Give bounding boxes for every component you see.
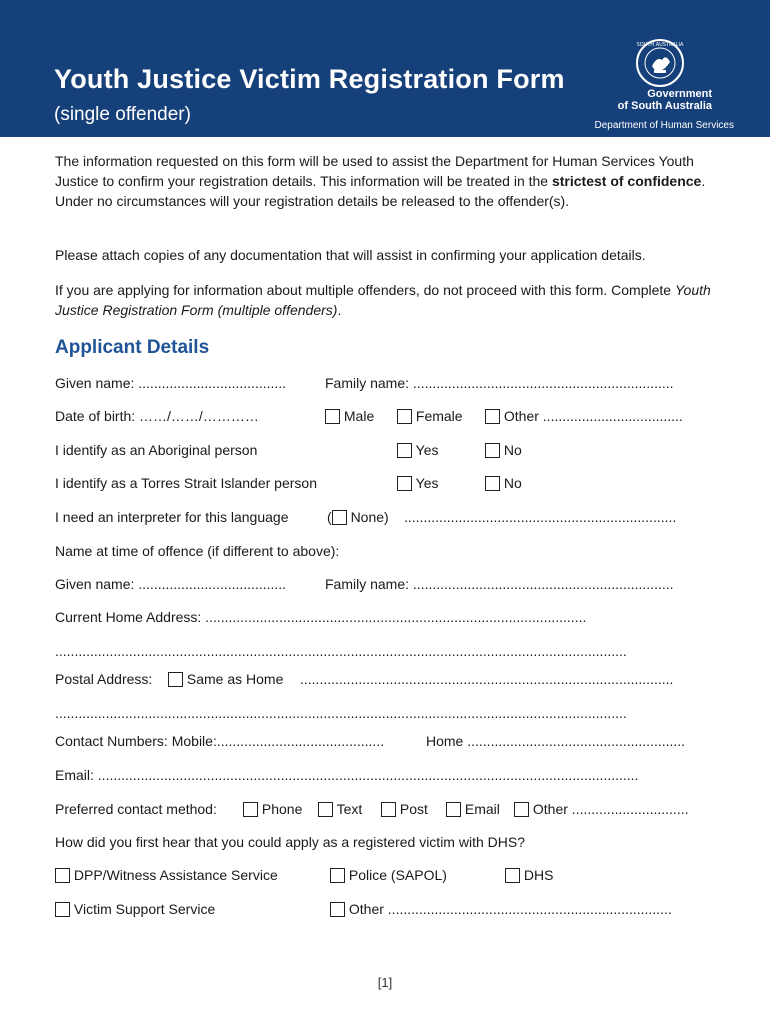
checkbox-interpreter-none[interactable] xyxy=(332,510,347,525)
checkbox-contact-other[interactable] xyxy=(514,802,529,817)
postal-address-continued-field[interactable]: ................................................................................................................................................... xyxy=(55,705,627,721)
checkbox-source-police[interactable] xyxy=(330,868,345,883)
torres-strait-question: I identify as a Torres Strait Islander person xyxy=(55,475,317,491)
interpreter-none-option[interactable]: ( None) xyxy=(327,509,389,525)
postal-same-as-home-option[interactable]: Same as Home xyxy=(168,670,283,688)
checkbox-source-dhs[interactable] xyxy=(505,868,520,883)
checkbox-contact-email[interactable] xyxy=(446,802,461,817)
aboriginal-no-option[interactable]: No xyxy=(485,441,522,459)
given-name-field[interactable]: Given name: ...................................... xyxy=(55,375,287,391)
source-other-option[interactable]: Other ......................................................................... xyxy=(330,900,672,918)
contact-other-option[interactable]: Other .............................. xyxy=(514,800,688,818)
contact-post-option[interactable]: Post xyxy=(381,800,428,818)
name-at-offence-label: Name at time of offence (if different to above): xyxy=(55,543,340,559)
torres-yes-option[interactable]: Yes xyxy=(397,474,438,492)
home-address-continued-field[interactable]: ................................................................................................................................................... xyxy=(55,643,627,659)
postal-address-field[interactable]: ................................................................................................ xyxy=(300,671,674,687)
preferred-contact-label: Preferred contact method: xyxy=(55,801,217,817)
family-name-at-offence-field[interactable]: Family name: ................................................................... xyxy=(325,576,674,592)
interpreter-question: I need an interpreter for this language xyxy=(55,509,289,525)
checkbox-male[interactable] xyxy=(325,409,340,424)
how-heard-question: How did you first hear that you could apply as a registered victim with DHS? xyxy=(55,834,525,850)
aboriginal-question: I identify as an Aboriginal person xyxy=(55,442,258,458)
checkbox-source-other[interactable] xyxy=(330,902,345,917)
contact-text-option[interactable]: Text xyxy=(318,800,362,818)
family-name-field[interactable]: Family name: ................................................................... xyxy=(325,375,674,391)
checkbox-torres-no[interactable] xyxy=(485,476,500,491)
section-title-applicant-details: Applicant Details xyxy=(55,337,210,358)
torres-no-option[interactable]: No xyxy=(485,474,522,492)
source-victim-support-option[interactable]: Victim Support Service xyxy=(55,900,215,918)
checkbox-contact-phone[interactable] xyxy=(243,802,258,817)
checkbox-other-gender[interactable] xyxy=(485,409,500,424)
checkbox-female[interactable] xyxy=(397,409,412,424)
checkbox-same-as-home[interactable] xyxy=(168,672,183,687)
checkbox-contact-post[interactable] xyxy=(381,802,396,817)
government-logo xyxy=(594,38,738,133)
form-subtitle: (single offender) xyxy=(54,104,191,125)
gender-other-option[interactable]: Other .................................... xyxy=(485,407,683,425)
contact-email-option[interactable]: Email xyxy=(446,800,500,818)
checkbox-contact-text[interactable] xyxy=(318,802,333,817)
header-banner xyxy=(0,0,770,137)
department-name: Department of Human Services xyxy=(594,120,734,131)
gov-line-2: of South Australia xyxy=(617,100,712,112)
gender-female-option[interactable]: Female xyxy=(397,407,463,425)
given-name-at-offence-field[interactable]: Given name: ...................................... xyxy=(55,576,287,592)
mobile-number-field[interactable]: Contact Numbers: Mobile:........................................... xyxy=(55,733,385,749)
gender-male-option[interactable]: Male xyxy=(325,407,374,425)
gov-line-1: Government xyxy=(647,88,712,100)
source-dpp-option[interactable]: DPP/Witness Assistance Service xyxy=(55,866,278,884)
checkbox-torres-yes[interactable] xyxy=(397,476,412,491)
checkbox-source-dpp[interactable] xyxy=(55,868,70,883)
home-address-field[interactable]: Current Home Address: .................................................................................................. xyxy=(55,609,587,625)
intro-paragraph-2: Please attach copies of any documentation that will assist in confirming your application details. xyxy=(55,247,646,263)
contact-phone-option[interactable]: Phone xyxy=(243,800,302,818)
date-of-birth-field[interactable]: Date of birth: ……/……/………… xyxy=(55,408,259,424)
email-field[interactable]: Email: ........................................................................................................................................... xyxy=(55,767,639,783)
checkbox-aboriginal-yes[interactable] xyxy=(397,443,412,458)
form-title: Youth Justice Victim Registration Form xyxy=(54,64,565,94)
aboriginal-yes-option[interactable]: Yes xyxy=(397,441,438,459)
svg-text:SOUTH AUSTRALIA: SOUTH AUSTRALIA xyxy=(636,42,684,48)
intro-paragraph-3: If you are applying for information about multiple offenders, do not proceed with this form. Complete Youth Justice Registration Form (multiple offenders). xyxy=(55,282,711,318)
intro-paragraph-1: The information requested on this form will be used to assist the Department for Human Services Youth Justice to confirm your registration details. This information will be treated in the strictest of confidence. Under no circumstances will your registration details be released to the offender(s). xyxy=(55,153,706,209)
checkbox-source-victim-support[interactable] xyxy=(55,902,70,917)
checkbox-aboriginal-no[interactable] xyxy=(485,443,500,458)
crest-icon xyxy=(635,38,685,88)
source-dhs-option[interactable]: DHS xyxy=(505,866,553,884)
interpreter-language-field[interactable]: ...................................................................... xyxy=(404,509,677,525)
home-number-field[interactable]: Home ........................................................ xyxy=(426,733,686,749)
postal-address-label: Postal Address: xyxy=(55,671,153,687)
source-police-option[interactable]: Police (SAPOL) xyxy=(330,866,447,884)
page-number: [1] xyxy=(377,975,393,990)
